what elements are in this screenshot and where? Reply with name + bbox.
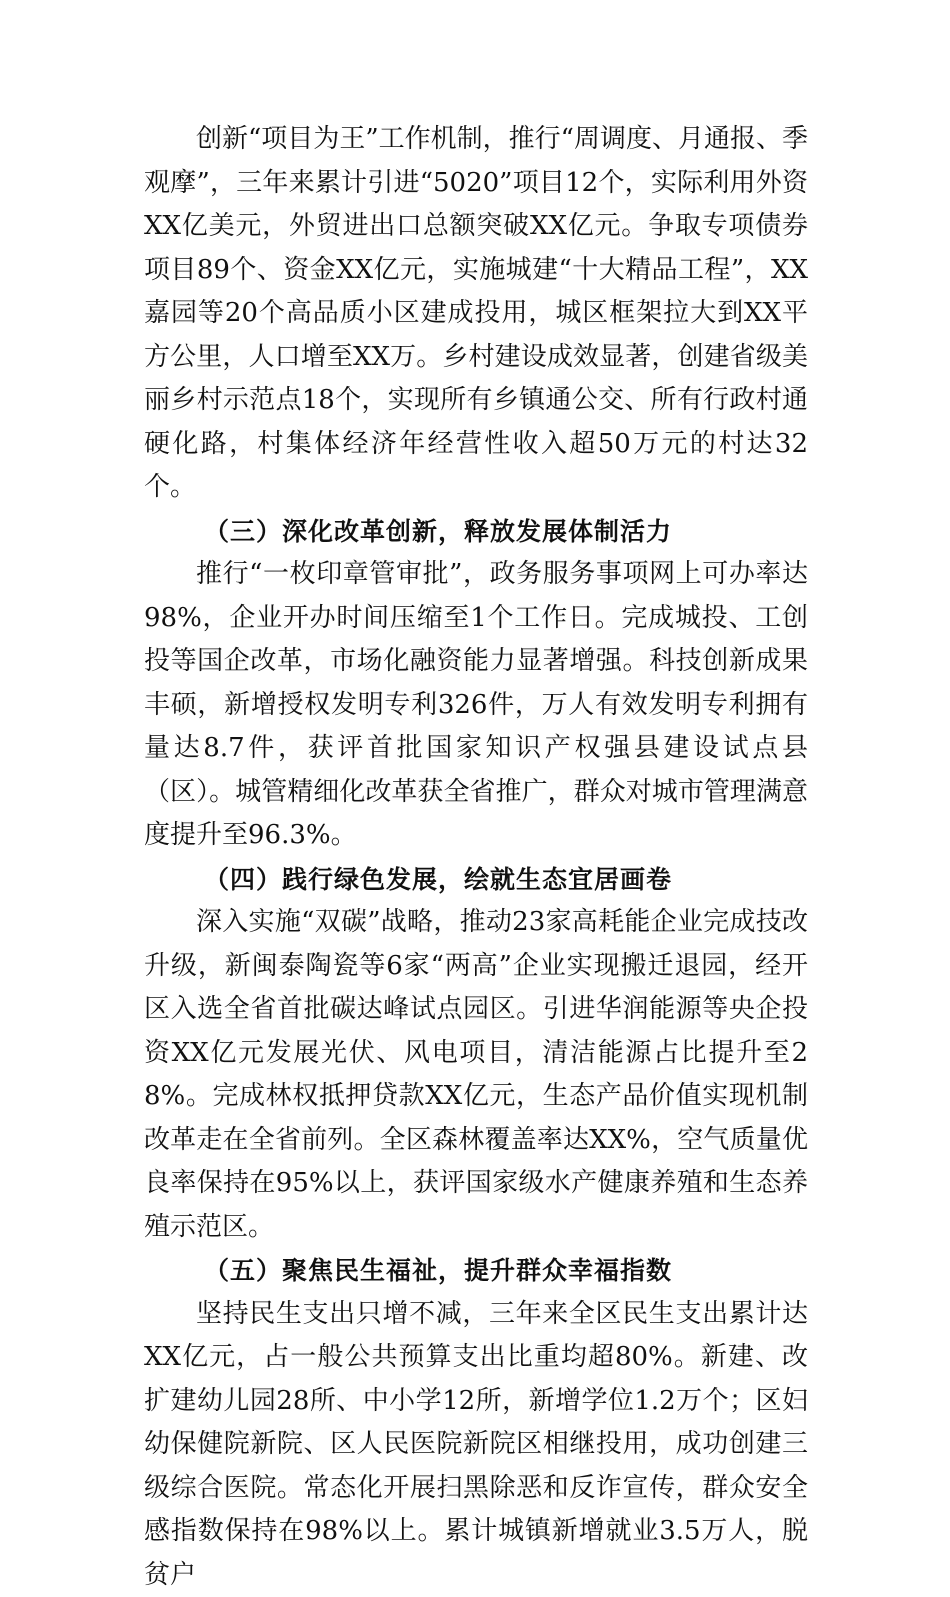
section-heading-livelihood: （五）聚焦民生福祉，提升群众幸福指数 [144, 1249, 808, 1293]
paragraph-investment: 创新“项目为王”工作机制，推行“周调度、月通报、季观摩”，三年来累计引进“5020”项目12个，实际利用外资XX亿美元，外贸进出口总额突破XX亿元。争取专项债券项目89个、资金XX亿元，实施城建“十大精品工程”，XX嘉园等20个高品质小区建成投用，城区框架拉大到XX平方公里，人口增至XX万。乡村建设成效显著，创建省级美丽乡村示范点18个，实现所有乡镇通公交、所有行政村通硬化路，村集体经济年经营性收入超50万元的村达32个。 [144, 118, 808, 510]
section-heading-green: （四）践行绿色发展，绘就生态宜居画卷 [144, 858, 808, 902]
document-body [144, 118, 808, 1597]
paragraph-livelihood: 坚持民生支出只增不减，三年来全区民生支出累计达XX亿元，占一般公共预算支出比重均超80%。新建、改扩建幼儿园28所、中小学12所，新增学位1.2万个；区妇幼保健院新院、区人民医院新院区相继投用，成功创建三级综合医院。常态化开展扫黑除恶和反诈宣传，群众安全感指数保持在98%以上。累计城镇新增就业3.5万人，脱贫户 [144, 1293, 808, 1597]
paragraph-reform: 推行“一枚印章管审批”，政务服务事项网上可办率达98%，企业开办时间压缩至1个工作日。完成城投、工创投等国企改革，市场化融资能力显著增强。科技创新成果丰硕，新增授权发明专利326件，万人有效发明专利拥有量达8.7件，获评首批国家知识产权强县建设试点县（区）。城管精细化改革获全省推广，群众对城市管理满意度提升至96.3%。 [144, 553, 808, 858]
section-heading-reform: （三）深化改革创新，释放发展体制活力 [144, 510, 808, 554]
paragraph-green: 深入实施“双碳”战略，推动23家高耗能企业完成技改升级，新闽泰陶瓷等6家“两高”企业实现搬迁退园，经开区入选全省首批碳达峰试点园区。引进华润能源等央企投资XX亿元发展光伏、风电项目，清洁能源占比提升至28%。完成林权抵押贷款XX亿元，生态产品价值实现机制改革走在全省前列。全区森林覆盖率达XX%，空气质量优良率保持在95%以上，获评国家级水产健康养殖和生态养殖示范区。 [144, 901, 808, 1249]
